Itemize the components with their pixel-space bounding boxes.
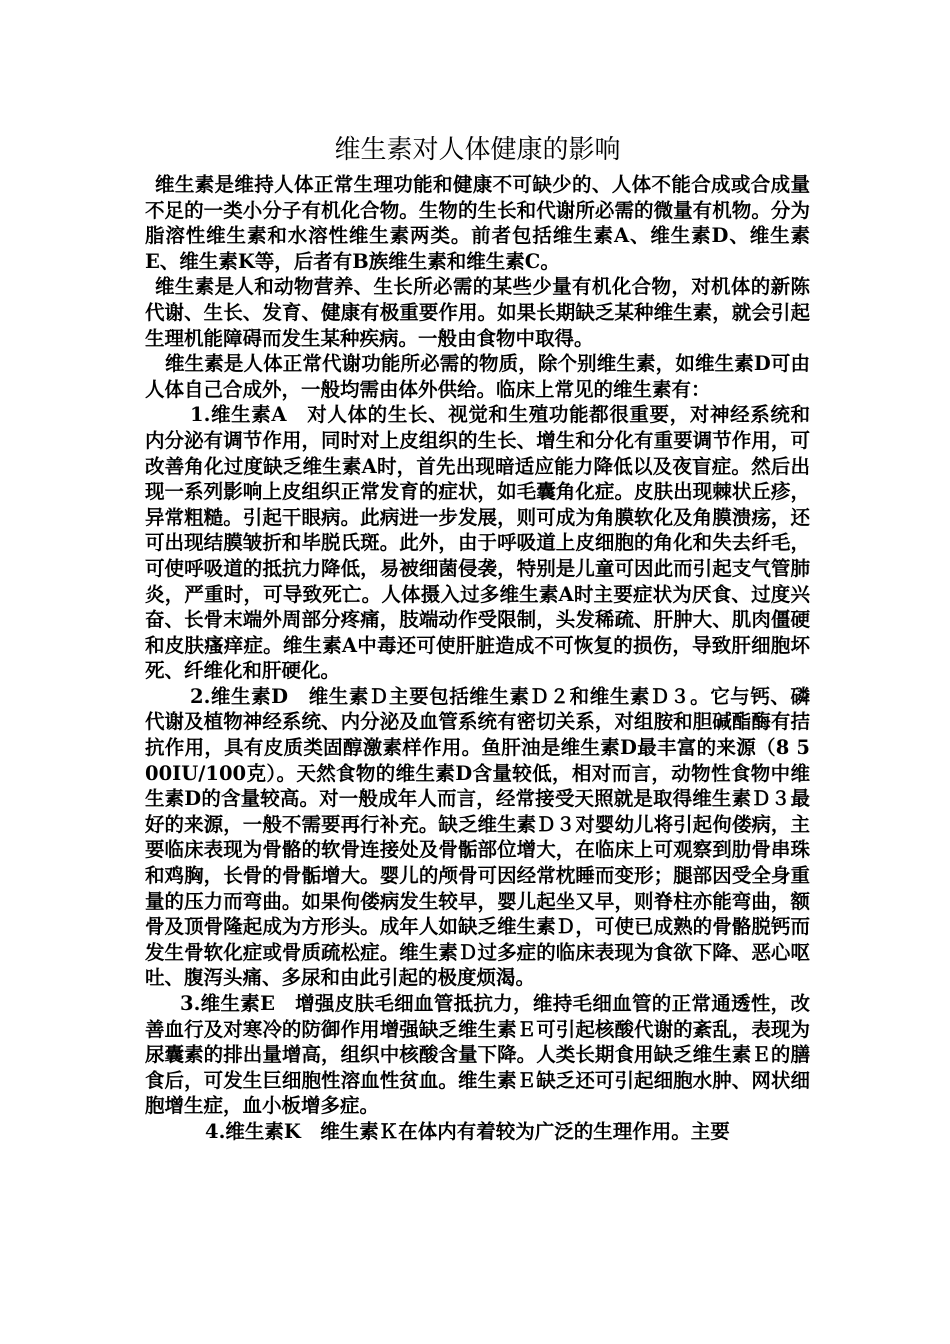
paragraph-vitamin-a: 1.维生素A 对人体的生长、视觉和生殖功能都很重要，对神经系统和内分泌有调节作用，同时对上皮组织的生长、增生和分化有重要调节作用，可改善角化过度缺乏维生素A时，首先出现暗适应能力降低以及夜盲症。然后出现一系列影响上皮组织正常发育的症状，如毛囊角化症。皮肤出现棘状丘疹，异常粗糙。引起干眼病。此病进一步发展，则可成为角膜软化及角膜溃疡，还可出现结膜皱折和毕脱氏斑。此外，由于呼吸道上皮细胞的角化和失去纤毛，可使呼吸道的抵抗力降低，易被细菌侵袭，特别是儿童可因此而引起支气管肺炎，严重时，可导致死亡。人体摄入过多维生素A时主要症状为厌食、过度兴奋、长骨末端外周部分疼痛，肢端动作受限制，头发稀疏、肝肿大、肌肉僵硬和皮肤瘙痒症。维生素A中毒还可使肝脏造成不可恢复的损伤，导致肝细胞坏死、纤维化和肝硬化。 [145, 403, 810, 683]
paragraph-vitamin-k: 4.维生素K 维生素Ｋ在体内有着较为广泛的生理作用。主要 [205, 1119, 730, 1143]
paragraph-vitamin-e: 3.维生素E 增强皮肤毛细血管抵抗力，维持毛细血管的正常通透性，改善血行及对寒冷的防御作用增强缺乏维生素Ｅ可引起核酸代谢的紊乱，表现为尿囊素的排出量增高，组织中核酸含量下降。人类长期食用缺乏维生素Ｅ的膳食后，可发生巨细胞性溶血性贫血。维生素Ｅ缺乏还可引起细胞水肿、网状细胞增生症，血小板增多症。 [145, 992, 810, 1118]
document-page [145, 130, 810, 1145]
paragraph-importance: 维生素是人和动物营养、生长所必需的某些少量有机化合物，对机体的新陈代谢、生长、发育、健康有极重要作用。如果长期缺乏某种维生素，就会引起生理机能障碍而发生某种疾病。一般由食物中取得。 [145, 275, 810, 350]
document-title: 维生素对人体健康的影响 [334, 135, 621, 165]
paragraph-intro: 维生素是维持人体正常生理功能和健康不可缺少的、人体不能合成或合成量不足的一类小分子有机化合物。生物的生长和代谢所必需的微量有机物。分为脂溶性维生素和水溶性维生素两类。前者包括维生素A、维生素D、维生素E、维生素K等，后者有B族维生素和维生素C。 [145, 173, 810, 273]
paragraph-vitamin-d: 2.维生素D 维生素Ｄ主要包括维生素Ｄ２和维生素Ｄ３。它与钙、磷代谢及植物神经系统、内分泌及血管系统有密切关系，对组胺和胆碱酯酶有拮抗作用，具有皮质类固醇激素样作用。鱼肝油是维生素D最丰富的来源（8 500IU/100克）。天然食物的维生素D含量较低，相对而言，动物性食物中维生素D的含量较高。对一般成年人而言，经常接受天照就是取得维生素Ｄ３最好的来源，一般不需要再行补充。缺乏维生素Ｄ３对婴幼儿将引起佝偻病，主要临床表现为骨骼的软骨连接处及骨骺部位增大，在临床上可观察到肋骨串珠和鸡胸，长骨的骨骺增大。婴儿的颅骨可因经常枕睡而变形；腿部因受全身重量的压力而弯曲。如果佝偻病发生较早，婴儿起坐又早，则脊柱亦能弯曲，额骨及顶骨隆起成为方形头。成年人如缺乏维生素Ｄ，可使已成熟的骨骼脱钙而发生骨软化症或骨质疏松症。维生素Ｄ过多症的临床表现为食欲下降、恶心呕吐、腹泻头痛、多尿和由此引起的极度烦渴。 [145, 684, 810, 990]
paragraph-supply: 维生素是人体正常代谢功能所必需的物质，除个别维生素，如维生素D可由人体自己合成外，一般均需由体外供给。临床上常见的维生素有： [145, 352, 810, 401]
